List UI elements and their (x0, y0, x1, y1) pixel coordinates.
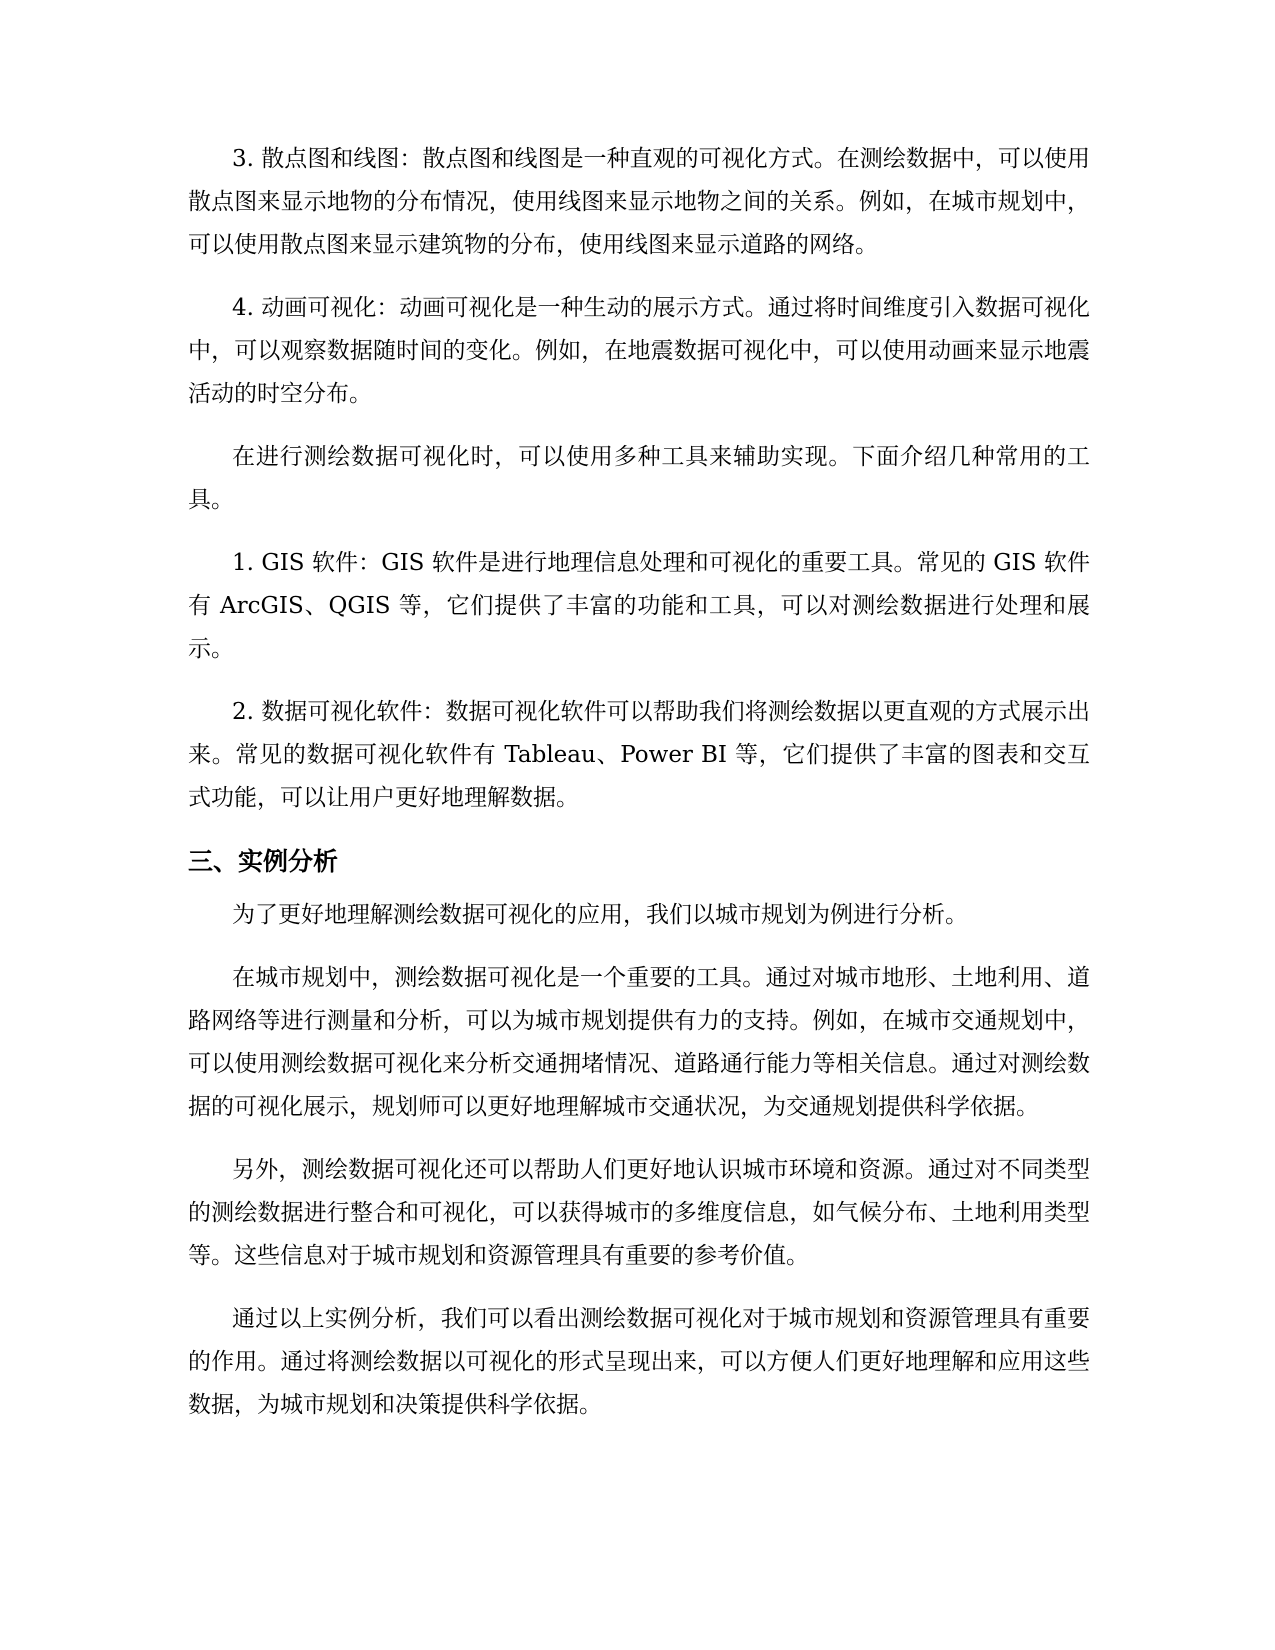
paragraph-data-viz-software: 2. 数据可视化软件：数据可视化软件可以帮助我们将测绘数据以更直观的方式展示出来。常见的数据可视化软件有 Tableau、Power BI 等，它们提供了丰富的图表和交互式功能，可以让用户更好地理解数据。 (188, 699, 1090, 811)
paragraph-gis-software: 1. GIS 软件：GIS 软件是进行地理信息处理和可视化的重要工具。常见的 GIS 软件有 ArcGIS、QGIS 等，它们提供了丰富的功能和工具，可以对测绘数据进行处理和展示。 (188, 550, 1090, 662)
paragraph-urban-planning: 在城市规划中，测绘数据可视化是一个重要的工具。通过对城市地形、土地利用、道路网络等进行测量和分析，可以为城市规划提供有力的支持。例如，在城市交通规划中，可以使用测绘数据可视化来分析交通拥堵情况、道路通行能力等相关信息。通过对测绘数据的可视化展示，规划师可以更好地理解城市交通状况，为交通规划提供科学依据。 (188, 965, 1090, 1120)
paragraph-animation-visualization: 4. 动画可视化：动画可视化是一种生动的展示方式。通过将时间维度引入数据可视化中，可以观察数据随时间的变化。例如，在地震数据可视化中，可以使用动画来显示地震活动的时空分布。 (188, 295, 1090, 407)
paragraph-conclusion: 通过以上实例分析，我们可以看出测绘数据可视化对于城市规划和资源管理具有重要的作用。通过将测绘数据以可视化的形式呈现出来，可以方便人们更好地理解和应用这些数据，为城市规划和决策提供科学依据。 (188, 1306, 1090, 1418)
document-page (188, 138, 1090, 1447)
paragraph-scatter-line-charts: 3. 散点图和线图：散点图和线图是一种直观的可视化方式。在测绘数据中，可以使用散点图来显示地物的分布情况，使用线图来显示地物之间的关系。例如，在城市规划中，可以使用散点图来显示建筑物的分布，使用线图来显示道路的网络。 (188, 146, 1090, 258)
paragraph-tools-intro: 在进行测绘数据可视化时，可以使用多种工具来辅助实现。下面介绍几种常用的工具。 (188, 444, 1090, 513)
section-heading-case-analysis: 三、实例分析 (188, 847, 339, 876)
paragraph-case-intro: 为了更好地理解测绘数据可视化的应用，我们以城市规划为例进行分析。 (232, 902, 968, 928)
paragraph-environment-resources: 另外，测绘数据可视化还可以帮助人们更好地认识城市环境和资源。通过对不同类型的测绘数据进行整合和可视化，可以获得城市的多维度信息，如气候分布、土地利用类型等。这些信息对于城市规划和资源管理具有重要的参考价值。 (188, 1157, 1090, 1269)
